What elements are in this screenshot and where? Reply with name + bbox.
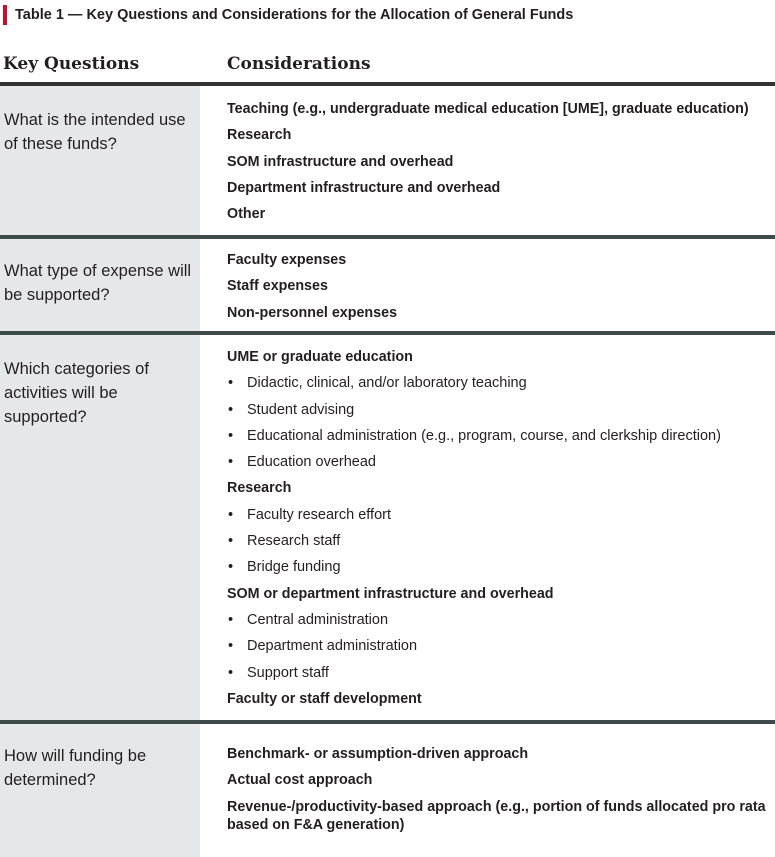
table-title: Table 1 — Key Questions and Considerations for the Allocation of General Funds [15, 7, 574, 23]
consideration-item: Research [227, 127, 292, 144]
consideration-item: Teaching (e.g., undergraduate medical education [UME], graduate education) [227, 101, 749, 117]
bullet-item: • Faculty research effort [227, 502, 775, 528]
column-header-key-questions: Key Questions [3, 54, 140, 74]
bullet-item: • Bridge funding [227, 554, 775, 580]
considerations-cell [227, 96, 775, 227]
consideration-item: UME or graduate education [227, 349, 413, 365]
consideration-item: Department infrastructure and overhead [227, 179, 501, 196]
consideration-item: Non-personnel expenses [227, 304, 398, 321]
bullet-item: • Support staff [227, 660, 775, 686]
bullet-item: • Education overhead [227, 449, 775, 475]
bullet-item: • Central administration [227, 607, 775, 633]
bullet-item: • Didactic, clinical, and/or laboratory teaching [227, 370, 775, 396]
bullet-item: • Research staff [227, 528, 775, 554]
bullet-item: • Educational administration (e.g., program, course, and clerkship direction) [227, 423, 775, 449]
question-text: Which categories of activities will be supported? [4, 360, 149, 426]
consideration-item: SOM infrastructure and overhead [227, 153, 454, 170]
considerations-cell [227, 344, 775, 712]
consideration-item: Benchmark- or assumption-driven approach [227, 746, 529, 762]
consideration-item: Other [227, 206, 266, 223]
consideration-item: Faculty or staff development [227, 690, 422, 707]
consideration-item: Faculty expenses [227, 252, 347, 268]
considerations-cell [227, 741, 775, 834]
bullet-item: • Student advising [227, 397, 775, 423]
table-caption [3, 5, 573, 25]
consideration-item: Research [227, 480, 292, 497]
consideration-item: SOM or department infrastructure and overhead [227, 585, 554, 602]
table-row-expense-type [0, 239, 775, 332]
question-text: What is the intended use of these funds? [4, 111, 186, 153]
table-row-funding-determination [0, 724, 775, 857]
caption-accent-bar [3, 5, 7, 25]
column-header-considerations: Considerations [227, 54, 371, 74]
bullet-item: • Department administration [227, 633, 775, 659]
table-row-intended-use [0, 86, 775, 236]
consideration-item: Actual cost approach [227, 772, 373, 789]
question-text: What type of expense will be supported? [4, 262, 192, 304]
table-row-activity-categories [0, 335, 775, 720]
considerations-cell [227, 247, 775, 326]
question-text: How will funding be determined? [4, 747, 147, 789]
consideration-item: Staff expenses [227, 278, 328, 295]
consideration-item: Revenue-/productivity-based approach (e.g., portion of funds allocated pro rata based on F&A generation) [227, 798, 766, 833]
table-header-row [0, 48, 775, 86]
